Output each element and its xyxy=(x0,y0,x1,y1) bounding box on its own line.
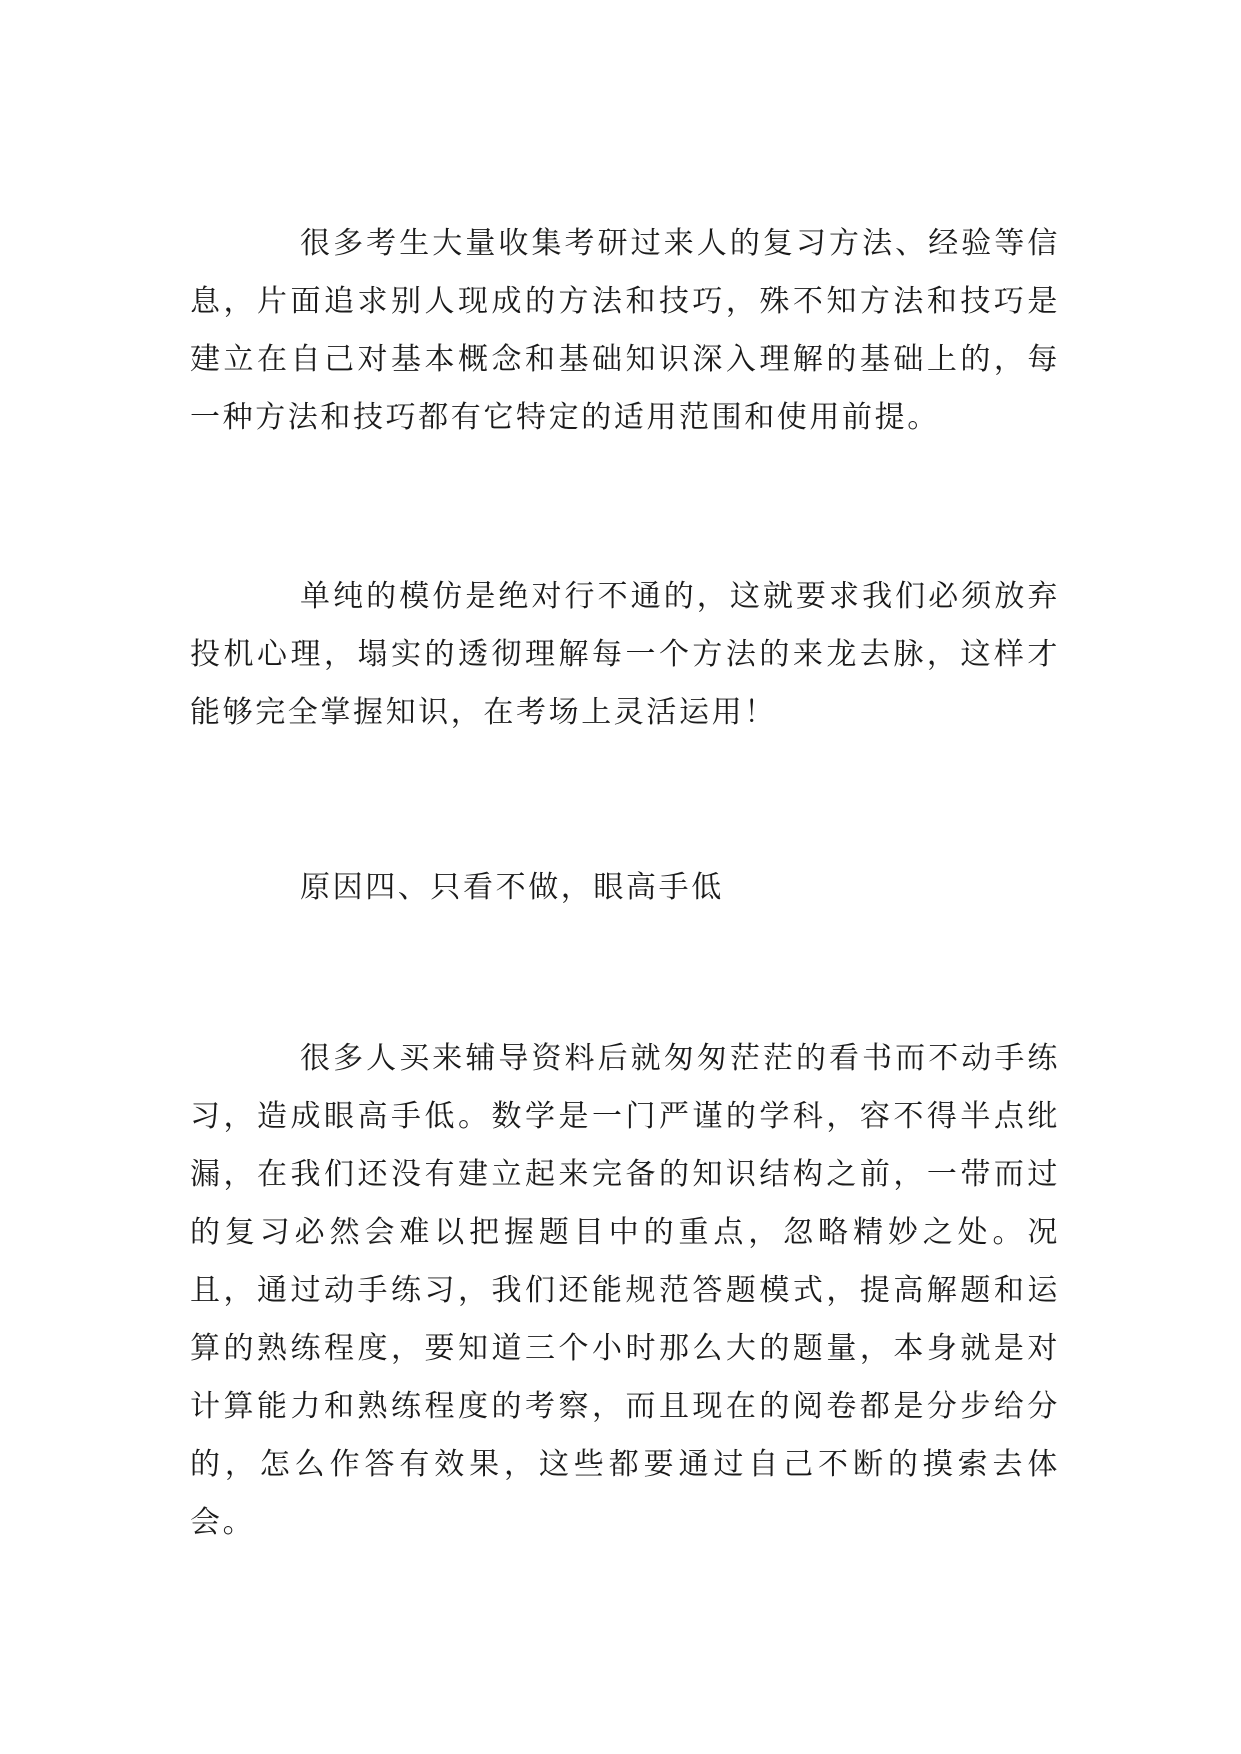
paragraph-methods: 很多考生大量收集考研过来人的复习方法、经验等信息，片面追求别人现成的方法和技巧，殊不知方法和技巧是建立在自己对基本概念和基础知识深入理解的基础上的，每一种方法和技巧都有它特定的适用范围和使用前提。 xyxy=(190,226,1060,435)
paragraph-imitation: 单纯的模仿是绝对行不通的，这就要求我们必须放弃投机心理，塌实的透彻理解每一个方法的来龙去脉，这样才能够完全掌握知识，在考场上灵活运用！ xyxy=(190,579,1060,730)
paragraph-practice: 很多人买来辅导资料后就匆匆茫茫的看书而不动手练习，造成眼高手低。数学是一门严谨的学科，容不得半点纰漏，在我们还没有建立起来完备的知识结构之前，一带而过的复习必然会难以把握题目中的重点，忽略精妙之处。况且，通过动手练习，我们还能规范答题模式，提高解题和运算的熟练程度，要知道三个小时那么大的题量，本身就是对计算能力和熟练程度的考察，而且现在的阅卷都是分步给分的，怎么作答有效果，这些都要通过自己不断的摸索去体会。 xyxy=(190,1041,1060,1540)
section-heading-reason-four: 原因四、只看不做，眼高手低 xyxy=(300,870,724,905)
